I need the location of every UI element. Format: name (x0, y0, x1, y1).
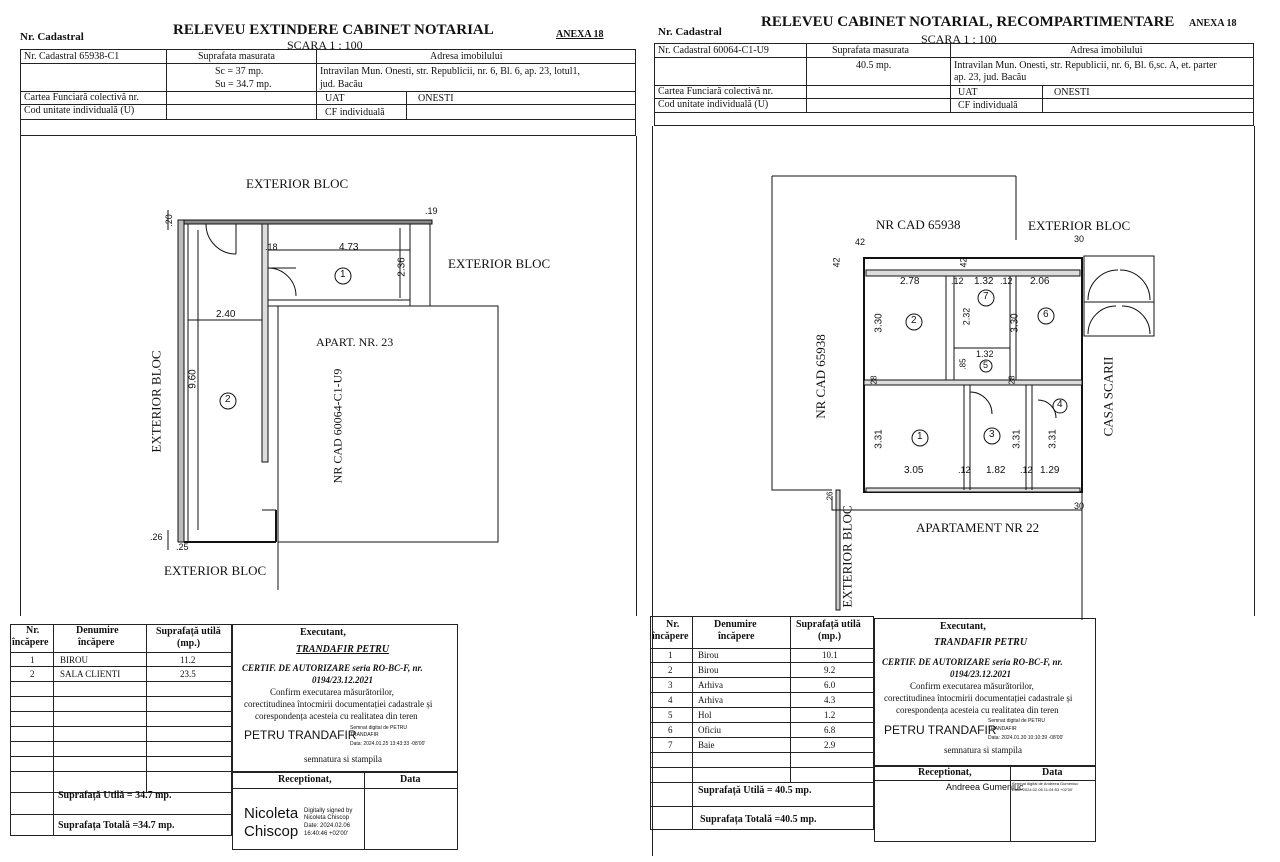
dim-132: 1.32 (974, 276, 994, 287)
room-2-label: 2 (225, 394, 231, 405)
confirm-line1: Confirm executarea măsurătorilor, (270, 687, 394, 697)
dim-12c: .12 (958, 465, 971, 475)
dim-19: .19 (425, 206, 438, 216)
total-area: Suprafața Totală =40.5 mp. (700, 814, 817, 825)
row-7-nr: 7 (668, 740, 673, 750)
uat-value: ONESTI (1054, 87, 1090, 98)
scale-label: SCARA 1 : 100 (921, 32, 997, 46)
dim-330b: 3.30 (1009, 313, 1021, 333)
nr-cad-left-label: NR CAD 65938 (812, 334, 828, 419)
dim-960: 9.60 (187, 369, 199, 389)
room-5-label: 5 (983, 360, 989, 370)
ext-left-label: EXTERIOR BLOC (148, 350, 164, 453)
total-area: Suprafața Totală =34.7 mp. (58, 820, 175, 831)
ext-bottom-label: EXTERIOR BLOC (164, 563, 267, 578)
th-den-incapere: încăpere (78, 637, 115, 648)
row-7-area: 2.9 (824, 740, 836, 750)
receptionat-name1: Nicoleta (244, 805, 299, 822)
dim-26: 26 (825, 491, 835, 501)
ext-right-label: EXTERIOR BLOC (448, 256, 551, 271)
scale-label: SCARA 1 : 100 (287, 38, 363, 52)
receptionat-box (874, 766, 1096, 842)
nr-cadastral-label: Nr. Cadastral (658, 26, 722, 38)
cf-collective: Cartea Funciară colectivă nr. (658, 86, 773, 97)
apart-label: APART. NR. 23 (316, 335, 394, 349)
th-incapere: încăpere (12, 637, 49, 648)
cert-line2: 0194/23.12.2021 (950, 669, 1012, 679)
apartament-label: APARTAMENT NR 22 (916, 520, 1040, 535)
cert-line2: 0194/23.12.2021 (312, 675, 374, 685)
uat-value: ONESTI (418, 93, 454, 104)
right-sheet (646, 0, 1280, 862)
room-4-label: 4 (1057, 399, 1063, 410)
th-denumire: Denumire (714, 619, 757, 630)
nr-cad-label: NR CAD 60064-C1-U9 (330, 368, 345, 484)
cf-collective: Cartea Funciară colectivă nr. (24, 92, 139, 103)
th-incapere: încăpere (652, 631, 689, 642)
address-label: Adresa imobilului (1070, 45, 1143, 56)
stamp-label: semnatura si stampila (304, 754, 382, 764)
data-label: Data (1042, 767, 1063, 778)
dim-42b: 42 (831, 257, 842, 268)
th-nr: Nr. (26, 625, 40, 636)
receptionat-small1: Digitally signed by (304, 808, 353, 814)
receptionat-small4: 16:40:46 +02'00' (304, 831, 349, 837)
row-2-area: 23.5 (180, 669, 196, 679)
th-suprafata: Suprafață utilă (796, 619, 861, 630)
rooms-table (10, 624, 232, 836)
cf-individual: CF individuală (958, 100, 1018, 111)
dim-305: 3.05 (904, 465, 924, 476)
dim-26: .26 (150, 532, 163, 542)
surface-label: Suprafata masurata (832, 45, 909, 56)
dim-278: 2.78 (900, 276, 920, 287)
room-2-label: 2 (911, 315, 917, 326)
executant-label: Executant, (940, 621, 986, 632)
row-1-area: 10.1 (822, 650, 838, 660)
dim-331c: 3.31 (1047, 429, 1059, 449)
signature-small2: TRANDAFIR (350, 732, 379, 738)
row-2-area: 9.2 (824, 665, 836, 675)
row-2-nr: 2 (668, 665, 673, 675)
dim-236: 2.36 (396, 257, 408, 277)
nr-cad-top-label: NR CAD 65938 (876, 217, 961, 232)
ext-top-label: EXTERIOR BLOC (246, 176, 349, 191)
address-line1: Intravilan Mun. Onesti, str. Republicii, nr. 6, Bl. 6, ap. 23, lotul1, (320, 66, 580, 77)
surface-label: Suprafata masurata (198, 51, 275, 62)
dim-12a: .12 (951, 276, 964, 286)
receptionat-name: Andreea Gumeniuc (946, 782, 1024, 792)
receptionat-small2: Nicoleta Chiscop (304, 815, 350, 821)
ext-bloc-top-label: EXTERIOR BLOC (1028, 218, 1131, 233)
address-line1: Intravilan Mun. Onesti, str. Republicii, nr. 6, Bl. 6,sc. A, et. parter (954, 60, 1217, 71)
th-denumire: Denumire (76, 625, 119, 636)
row-6-nr: 6 (668, 725, 673, 735)
sheet-title: RELEVEU EXTINDERE CABINET NOTARIAL (173, 22, 494, 38)
dim-30a: 30 (1074, 234, 1085, 244)
dim-42c: 42 (958, 257, 969, 268)
uat-label: UAT (958, 87, 978, 98)
receptionat-small2: Data: 2024.02.06 11:04:53 +02'00' (1012, 787, 1073, 792)
dim-232: 2.32 (961, 307, 972, 326)
dim-42a: 42 (855, 237, 866, 247)
confirm-line3: corespondența acesteia cu realitatea din teren (896, 705, 1059, 715)
nr-cadastral-label: Nr. Cadastral (20, 31, 84, 43)
uat-label: UAT (325, 93, 345, 104)
room-1-label: 1 (340, 269, 346, 280)
row-5-name: Hol (698, 710, 712, 720)
dim-331a: 3.31 (873, 429, 885, 449)
data-label: Data (400, 774, 421, 785)
row-4-name: Arhiva (698, 695, 723, 705)
dim-25: .25 (176, 542, 189, 552)
dim-85: .85 (958, 358, 968, 370)
dim-129: 1.29 (1040, 465, 1060, 476)
row-2-name: Birou (698, 665, 719, 675)
row-2-name: SALA CLIENTI (60, 669, 121, 679)
signature-small2: TRANDAFIR (988, 726, 1017, 732)
confirm-line3: corespondența acesteia cu realitatea din teren (255, 711, 418, 721)
sheet-title: RELEVEU CABINET NOTARIAL, RECOMPARTIMENTARE (761, 14, 1175, 30)
th-mp: (mp.) (818, 631, 842, 642)
dim-28a: 28 (869, 375, 879, 385)
annex-label: ANEXA 18 (1189, 18, 1237, 29)
address-label: Adresa imobilului (430, 51, 503, 62)
row-6-area: 6.8 (824, 725, 836, 735)
row-6-name: Oficiu (698, 725, 721, 735)
receptionat-small1: Semnat digital de Andreea Gumeniuc (1012, 781, 1079, 786)
dim-330a: 3.30 (873, 313, 885, 333)
row-1-name: Birou (698, 650, 719, 660)
row-3-nr: 3 (668, 680, 673, 690)
row-4-area: 4.3 (824, 695, 836, 705)
util-area: Suprafață Utilă = 40.5 mp. (698, 785, 812, 796)
cod-unitate: Cod unitate individuală (U) (658, 99, 769, 110)
dim-28b: 28 (1007, 375, 1017, 385)
su-value: Su = 34.7 mp. (215, 79, 272, 90)
executant-label: Executant, (300, 627, 346, 638)
th-suprafata: Suprafață utilă (156, 626, 221, 637)
stamp-label: semnatura si stampila (944, 745, 1022, 755)
row-7-name: Baie (698, 740, 715, 750)
room-7-label: 7 (983, 291, 989, 302)
dim-132b: 1.32 (976, 349, 994, 359)
confirm-line2: corectitudinea întocmirii documentației cadastrale și (884, 693, 1073, 703)
confirm-line1: Confirm executarea măsurătorilor, (910, 681, 1034, 691)
casa-scarii-label: CASA SCARII (1100, 356, 1116, 437)
cod-unitate: Cod unitate individuală (U) (24, 105, 135, 116)
address-line2: jud. Bacău (320, 79, 363, 90)
row-1-nr: 1 (30, 655, 35, 665)
row-4-nr: 4 (668, 695, 673, 705)
ext-bloc-bottom-label: EXTERIOR BLOC (839, 505, 855, 608)
nr-cadastral-value: Nr. Cadastral 60064-C1-U9 (658, 45, 769, 56)
sc-value: Sc = 37 mp. (215, 66, 264, 77)
room-1-label: 1 (917, 431, 923, 442)
receptionat-label: Receptionat, (278, 774, 332, 785)
row-2-nr: 2 (30, 669, 35, 679)
dim-12d: .12 (1020, 465, 1033, 475)
executant-name: TRANDAFIR PETRU (934, 637, 1028, 648)
util-area: Suprafață Utilă = 34.7 mp. (58, 790, 172, 801)
dim-331b: 3.31 (1011, 429, 1023, 449)
receptionat-small3: Date: 2024.02.06 (304, 823, 351, 829)
room-6-label: 6 (1043, 309, 1049, 320)
nr-cadastral-value: Nr. Cadastral 65938-C1 (24, 51, 120, 62)
cert-line1: CERTIF. DE AUTORIZARE seria RO-BC-F, nr. (242, 663, 423, 673)
executant-name: TRANDAFIR PETRU (296, 644, 390, 655)
signature-date: Data: 2024.01.30 10:10:39 -08'00' (988, 735, 1064, 741)
th-mp: (mp.) (177, 638, 201, 649)
annex-label: ANEXA 18 (556, 29, 604, 40)
signature-name: PETRU TRANDAFIR (884, 723, 997, 737)
row-1-name: BIROU (60, 655, 89, 665)
dim-18: .18 (265, 242, 278, 252)
cert-line1: CERTIF. DE AUTORIZARE seria RO-BC-F, nr. (882, 657, 1063, 667)
row-1-nr: 1 (668, 650, 673, 660)
dim-12b: .12 (1000, 276, 1013, 286)
dim-473: 4.73 (339, 242, 359, 253)
receptionat-name2: Chiscop (244, 823, 299, 840)
signature-small1: Semnat digital de PETRU (350, 725, 407, 731)
dim-240: 2.40 (216, 309, 236, 320)
row-3-area: 6.0 (824, 680, 836, 690)
dim-20: .20 (163, 214, 174, 227)
address-line2: ap. 23, jud. Bacău (954, 72, 1027, 83)
signature-date: Data: 2024.01.25 13:43:33 -08'00' (350, 741, 426, 747)
row-1-area: 11.2 (180, 655, 196, 665)
th-den-incapere: încăpere (718, 631, 755, 642)
signature-small1: Semnat digital de PETRU (988, 718, 1045, 724)
row-5-area: 1.2 (824, 710, 836, 720)
th-nr: Nr. (666, 619, 680, 630)
dim-182: 1.82 (986, 465, 1006, 476)
cf-individual: CF individuală (325, 107, 385, 118)
row-5-nr: 5 (668, 710, 673, 720)
receptionat-label: Receptionat, (918, 767, 972, 778)
surface-value: 40.5 mp. (856, 60, 892, 71)
row-3-name: Arhiva (698, 680, 723, 690)
dim-206: 2.06 (1030, 276, 1050, 287)
confirm-line2: corectitudinea întocmirii documentației cadastrale și (244, 699, 433, 709)
signature-name: PETRU TRANDAFIR (244, 728, 357, 742)
room-3-label: 3 (989, 429, 995, 440)
dim-30b: 30 (1074, 501, 1085, 511)
